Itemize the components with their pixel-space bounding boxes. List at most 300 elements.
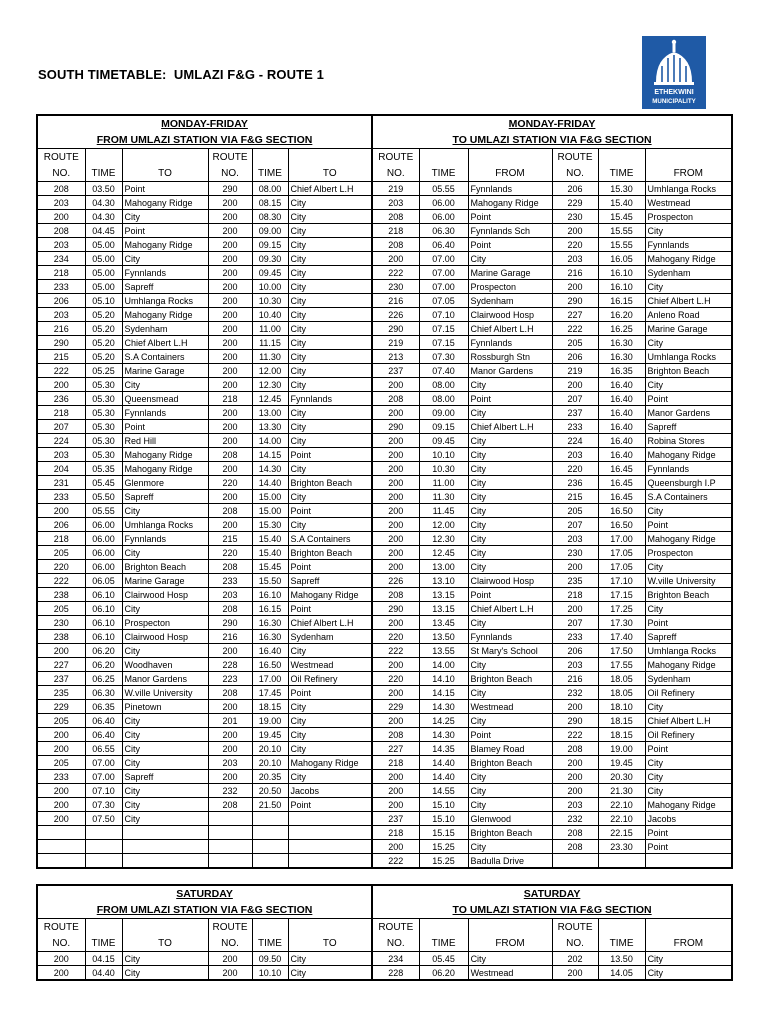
cell-route-no: 200 (208, 728, 252, 742)
table-row (37, 350, 732, 364)
cell-time: 05.45 (419, 952, 468, 966)
table-row (37, 742, 732, 756)
cell-time: 11.45 (419, 504, 468, 518)
cell-route-no: 224 (552, 434, 598, 448)
col-to: TO (288, 935, 372, 952)
cell-time: 06.00 (419, 210, 468, 224)
cell-time: 11.30 (252, 350, 288, 364)
cell-origin: City (468, 532, 552, 546)
cell-time: 17.00 (252, 672, 288, 686)
table-row (37, 490, 732, 504)
cell-route-no: 223 (208, 672, 252, 686)
cell-destination: City (122, 798, 208, 812)
cell-route-no: 208 (208, 448, 252, 462)
table-row (37, 854, 732, 869)
cell-route-no: 205 (37, 602, 85, 616)
cell-route-no: 220 (37, 560, 85, 574)
cell-time: 06.35 (85, 700, 122, 714)
cell-route-no: 216 (208, 630, 252, 644)
cell-destination: City (288, 742, 372, 756)
col-from: FROM (468, 935, 552, 952)
cell-route-no: 216 (552, 672, 598, 686)
cell-route-no: 233 (37, 280, 85, 294)
cell-origin: Chief Albert L.H (645, 294, 732, 308)
cell-time: 05.00 (85, 252, 122, 266)
table-row (37, 560, 732, 574)
table-row (37, 448, 732, 462)
cell-time: 12.30 (252, 378, 288, 392)
cell-origin: City (468, 476, 552, 490)
cell-time: 06.30 (419, 224, 468, 238)
cell-time (252, 826, 288, 840)
cell-route-no: 218 (372, 756, 419, 770)
cell-destination: City (288, 966, 372, 981)
cell-destination: Marine Garage (122, 574, 208, 588)
cell-time: 05.55 (419, 182, 468, 196)
cell-time: 05.30 (85, 378, 122, 392)
cell-time (252, 854, 288, 869)
cell-destination: City (288, 714, 372, 728)
cell-route-no: 208 (372, 238, 419, 252)
col-to: TO (288, 165, 372, 182)
cell-route-no: 200 (37, 812, 85, 826)
cell-time: 14.25 (419, 714, 468, 728)
col-route-no: NO. (37, 935, 85, 952)
cell-route-no: 200 (552, 966, 598, 981)
cell-time: 19.00 (598, 742, 645, 756)
cell-origin: City (468, 798, 552, 812)
cell-time: 14.15 (419, 686, 468, 700)
cell-route-no: 200 (372, 462, 419, 476)
cell-route-no: 290 (208, 616, 252, 630)
cell-time: 16.40 (598, 392, 645, 406)
cell-route-no: 200 (552, 224, 598, 238)
cell-route-no: 232 (208, 784, 252, 798)
cell-time: 14.00 (419, 658, 468, 672)
cell-route-no: 230 (372, 280, 419, 294)
cell-time: 07.15 (419, 322, 468, 336)
table-row (37, 280, 732, 294)
cell-route-no: 200 (372, 504, 419, 518)
cell-origin: Brighton Beach (468, 672, 552, 686)
cell-destination: Mahogany Ridge (122, 308, 208, 322)
col-time: TIME (252, 165, 288, 182)
col-from: FROM (468, 165, 552, 182)
cell-time: 07.40 (419, 364, 468, 378)
cell-origin: Anleno Road (645, 308, 732, 322)
cell-time: 19.45 (252, 728, 288, 742)
cell-origin: City (468, 546, 552, 560)
cell-time: 16.50 (598, 518, 645, 532)
cell-origin: Umhlanga Rocks (645, 182, 732, 196)
cell-origin: City (645, 280, 732, 294)
cell-route-no: 200 (372, 658, 419, 672)
cell-route-no: 208 (552, 826, 598, 840)
table-row (37, 378, 732, 392)
cell-route-no: 215 (37, 350, 85, 364)
cell-route-no: 203 (37, 308, 85, 322)
col-route-no: NO. (372, 935, 419, 952)
cell-route-no: 220 (208, 546, 252, 560)
table-row (37, 812, 732, 826)
cell-time: 09.15 (252, 238, 288, 252)
cell-time: 15.00 (252, 504, 288, 518)
cell-route-no: 200 (372, 518, 419, 532)
cell-time (85, 854, 122, 869)
cell-time: 13.10 (419, 574, 468, 588)
cell-route-no: 203 (37, 238, 85, 252)
table-row (37, 322, 732, 336)
cell-route-no: 222 (552, 728, 598, 742)
col-route: ROUTE (372, 149, 419, 166)
col-route: ROUTE (552, 919, 598, 936)
cell-destination: City (122, 252, 208, 266)
cell-time: 14.40 (419, 756, 468, 770)
cell-origin: W.ville University (645, 574, 732, 588)
cell-destination: Fynnlands (122, 406, 208, 420)
table-row (37, 238, 732, 252)
cell-origin: Brighton Beach (468, 826, 552, 840)
cell-origin: Manor Gardens (645, 406, 732, 420)
cell-time: 16.10 (598, 266, 645, 280)
cell-time: 12.30 (419, 532, 468, 546)
cell-time: 06.30 (85, 686, 122, 700)
cell-origin: Point (645, 742, 732, 756)
cell-destination: Umhlanga Rocks (122, 518, 208, 532)
cell-origin: Fynnlands (645, 462, 732, 476)
col-route: ROUTE (208, 919, 252, 936)
cell-route-no: 200 (208, 966, 252, 981)
cell-time: 16.40 (598, 448, 645, 462)
cell-time: 17.25 (598, 602, 645, 616)
cell-origin: S.A Containers (645, 490, 732, 504)
col-to: TO (122, 165, 208, 182)
table-row (37, 462, 732, 476)
col-to: TO (122, 935, 208, 952)
cell-route-no: 200 (208, 364, 252, 378)
col-route: ROUTE (552, 149, 598, 166)
cell-origin: Sapreff (645, 420, 732, 434)
cell-destination: Marine Garage (122, 364, 208, 378)
cell-destination: City (288, 294, 372, 308)
cell-route-no: 216 (372, 294, 419, 308)
cell-time: 08.00 (252, 182, 288, 196)
cell-destination: City (122, 756, 208, 770)
cell-route-no: 200 (37, 966, 85, 981)
col-route-no: NO. (552, 165, 598, 182)
cell-time: 09.00 (252, 224, 288, 238)
table-row (37, 700, 732, 714)
cell-origin: Sydenham (645, 266, 732, 280)
cell-time: 21.50 (252, 798, 288, 812)
cell-route-no: 222 (372, 644, 419, 658)
cell-time: 04.40 (85, 966, 122, 981)
cell-route-no: 218 (372, 826, 419, 840)
cell-origin: Rossburgh Stn (468, 350, 552, 364)
cell-origin: Point (468, 392, 552, 406)
cell-destination: Fynnlands (122, 266, 208, 280)
table-row (37, 616, 732, 630)
cell-origin: Mahogany Ridge (645, 252, 732, 266)
cell-destination: Manor Gardens (122, 672, 208, 686)
cell-destination: Westmead (288, 658, 372, 672)
cell-route-no: 236 (552, 476, 598, 490)
cell-origin: Clairwood Hosp (468, 574, 552, 588)
cell-time: 06.40 (85, 714, 122, 728)
cell-origin: City (468, 560, 552, 574)
cell-time: 06.25 (85, 672, 122, 686)
cell-time: 15.10 (419, 812, 468, 826)
table-row (37, 504, 732, 518)
cell-route-no: 200 (208, 336, 252, 350)
cell-time: 07.00 (419, 252, 468, 266)
logo-text-ethekwini: ETHEKWINI (654, 89, 694, 96)
cell-time: 21.30 (598, 784, 645, 798)
col-route-no: NO. (208, 165, 252, 182)
cell-time: 14.55 (419, 784, 468, 798)
cell-route-no: 200 (372, 770, 419, 784)
cell-time: 15.30 (252, 518, 288, 532)
cell-route-no: 233 (37, 490, 85, 504)
cell-destination: Point (288, 504, 372, 518)
cell-route-no: 233 (552, 630, 598, 644)
col-from: FROM (645, 165, 732, 182)
cell-destination: City (288, 406, 372, 420)
cell-route-no: 200 (372, 532, 419, 546)
cell-route-no: 290 (552, 294, 598, 308)
cell-time: 06.00 (85, 532, 122, 546)
table-row (37, 434, 732, 448)
cell-origin: Point (468, 238, 552, 252)
cell-route-no: 200 (208, 378, 252, 392)
table-row (37, 728, 732, 742)
cell-route-no: 200 (208, 700, 252, 714)
cell-time: 08.00 (419, 378, 468, 392)
cell-route-no: 200 (208, 462, 252, 476)
cell-time: 16.20 (598, 308, 645, 322)
cell-route-no: 200 (552, 280, 598, 294)
cell-origin: Badulla Drive (468, 854, 552, 869)
cell-destination (122, 826, 208, 840)
cell-destination: Point (288, 798, 372, 812)
cell-destination: City (288, 196, 372, 210)
cell-destination: City (288, 224, 372, 238)
cell-origin: Mahogany Ridge (468, 196, 552, 210)
weekday-left-subtitle: FROM UMLAZI STATION VIA F&G SECTION (37, 132, 372, 149)
cell-origin: Umhlanga Rocks (645, 644, 732, 658)
cell-route-no: 230 (552, 546, 598, 560)
cell-route-no: 200 (372, 714, 419, 728)
table-row (37, 588, 732, 602)
cell-destination: Sapreff (122, 490, 208, 504)
cell-time: 07.10 (85, 784, 122, 798)
cell-route-no: 207 (37, 420, 85, 434)
cell-route-no: 290 (208, 182, 252, 196)
table-row (37, 406, 732, 420)
cell-time: 15.45 (252, 560, 288, 574)
cell-route-no: 205 (552, 504, 598, 518)
cell-time: 05.35 (85, 462, 122, 476)
cell-origin: City (468, 504, 552, 518)
cell-destination: Sapreff (122, 280, 208, 294)
cell-destination: City (122, 546, 208, 560)
cell-destination: City (122, 644, 208, 658)
cell-origin: City (468, 406, 552, 420)
cell-route-no: 200 (552, 560, 598, 574)
cell-route-no: 222 (37, 574, 85, 588)
cell-time: 06.55 (85, 742, 122, 756)
cell-origin: City (468, 714, 552, 728)
cell-time: 17.50 (598, 644, 645, 658)
cell-time: 03.50 (85, 182, 122, 196)
cell-destination: Oil Refinery (288, 672, 372, 686)
cell-route-no: 201 (208, 714, 252, 728)
cell-route-no: 208 (208, 560, 252, 574)
cell-route-no: 200 (552, 770, 598, 784)
cell-route-no: 229 (552, 196, 598, 210)
cell-route-no: 227 (372, 742, 419, 756)
cell-route-no: 207 (552, 616, 598, 630)
cell-route-no: 227 (552, 308, 598, 322)
cell-origin: Fynnlands (468, 630, 552, 644)
cell-route-no: 226 (372, 308, 419, 322)
cell-route-no: 200 (372, 252, 419, 266)
col-route-no: NO. (552, 935, 598, 952)
cell-route-no: 206 (552, 350, 598, 364)
cell-destination: City (288, 308, 372, 322)
table-row (37, 196, 732, 210)
cell-time: 22.10 (598, 812, 645, 826)
cell-time: 14.05 (598, 966, 645, 981)
cell-origin: City (468, 770, 552, 784)
cell-route-no: 205 (37, 714, 85, 728)
cell-origin: City (645, 224, 732, 238)
cell-time: 08.15 (252, 196, 288, 210)
cell-destination: City (288, 266, 372, 280)
cell-origin: City (468, 784, 552, 798)
cell-time: 12.00 (252, 364, 288, 378)
cell-origin: City (468, 462, 552, 476)
cell-destination: Queensmead (122, 392, 208, 406)
saturday-left-subtitle: FROM UMLAZI STATION VIA F&G SECTION (37, 902, 372, 919)
cell-route-no: 208 (372, 588, 419, 602)
table-row (37, 784, 732, 798)
table-row (37, 476, 732, 490)
cell-origin: Fynnlands (468, 336, 552, 350)
table-row (37, 826, 732, 840)
cell-route-no: 229 (37, 700, 85, 714)
cell-time: 05.30 (85, 392, 122, 406)
cell-route-no: 200 (208, 308, 252, 322)
cell-time: 20.10 (252, 742, 288, 756)
cell-route-no: 200 (372, 686, 419, 700)
cell-route-no: 230 (552, 210, 598, 224)
cell-origin: City (645, 966, 732, 981)
cell-destination: City (288, 238, 372, 252)
cell-destination: City (288, 420, 372, 434)
cell-time: 16.35 (598, 364, 645, 378)
col-route: ROUTE (37, 919, 85, 936)
cell-origin: Oil Refinery (645, 686, 732, 700)
cell-time: 06.20 (85, 658, 122, 672)
cell-origin: City (468, 434, 552, 448)
cell-origin: City (468, 952, 552, 966)
col-route-no: NO. (208, 935, 252, 952)
cell-time: 16.10 (598, 280, 645, 294)
table-row (37, 952, 732, 966)
cell-route-no: 200 (37, 644, 85, 658)
cell-route-no: 237 (372, 364, 419, 378)
cell-origin: Point (645, 826, 732, 840)
cell-destination: City (288, 322, 372, 336)
cell-route-no: 203 (37, 448, 85, 462)
cell-route-no: 235 (37, 686, 85, 700)
cell-time: 07.00 (419, 266, 468, 280)
cell-origin: Point (645, 616, 732, 630)
cell-origin: City (468, 686, 552, 700)
cell-route-no: 230 (37, 616, 85, 630)
cell-route-no: 237 (372, 812, 419, 826)
cell-time: 06.05 (85, 574, 122, 588)
cell-time: 13.45 (419, 616, 468, 630)
cell-origin: Robina Stores (645, 434, 732, 448)
cell-destination: S.A Containers (122, 350, 208, 364)
cell-route-no: 200 (208, 742, 252, 756)
cell-time: 04.30 (85, 196, 122, 210)
cell-time: 05.30 (85, 420, 122, 434)
cell-route-no: 208 (208, 504, 252, 518)
cell-time: 10.00 (252, 280, 288, 294)
cell-route-no: 228 (208, 658, 252, 672)
cell-origin: Point (645, 518, 732, 532)
cell-route-no: 200 (552, 700, 598, 714)
cell-time: 05.10 (85, 294, 122, 308)
cell-route-no: 200 (208, 210, 252, 224)
col-route: ROUTE (37, 149, 85, 166)
cell-time: 11.00 (419, 476, 468, 490)
cell-route-no: 208 (37, 182, 85, 196)
cell-time: 13.15 (419, 588, 468, 602)
cell-route-no: 200 (372, 546, 419, 560)
cell-destination: City (288, 644, 372, 658)
cell-destination: Sydenham (288, 630, 372, 644)
col-route-no: NO. (37, 165, 85, 182)
cell-origin: Prospecton (645, 546, 732, 560)
cell-destination: Clairwood Hosp (122, 588, 208, 602)
cell-destination: Point (288, 448, 372, 462)
cell-origin: Prospecton (468, 280, 552, 294)
cell-origin: Westmead (468, 966, 552, 981)
cell-route-no: 290 (372, 602, 419, 616)
cell-origin: City (645, 784, 732, 798)
cell-route-no (208, 826, 252, 840)
cell-destination: City (288, 364, 372, 378)
cell-destination: City (122, 812, 208, 826)
cell-destination: Point (288, 602, 372, 616)
cell-route-no (208, 812, 252, 826)
cell-route-no: 231 (37, 476, 85, 490)
cell-origin (645, 854, 732, 869)
cell-time: 09.50 (252, 952, 288, 966)
table-row (37, 392, 732, 406)
cell-time: 06.20 (85, 644, 122, 658)
cell-route-no: 222 (37, 364, 85, 378)
cell-origin: Glenwood (468, 812, 552, 826)
cell-destination: Brighton Beach (288, 546, 372, 560)
cell-route-no: 208 (208, 686, 252, 700)
col-time: TIME (85, 165, 122, 182)
cell-time: 17.10 (598, 574, 645, 588)
